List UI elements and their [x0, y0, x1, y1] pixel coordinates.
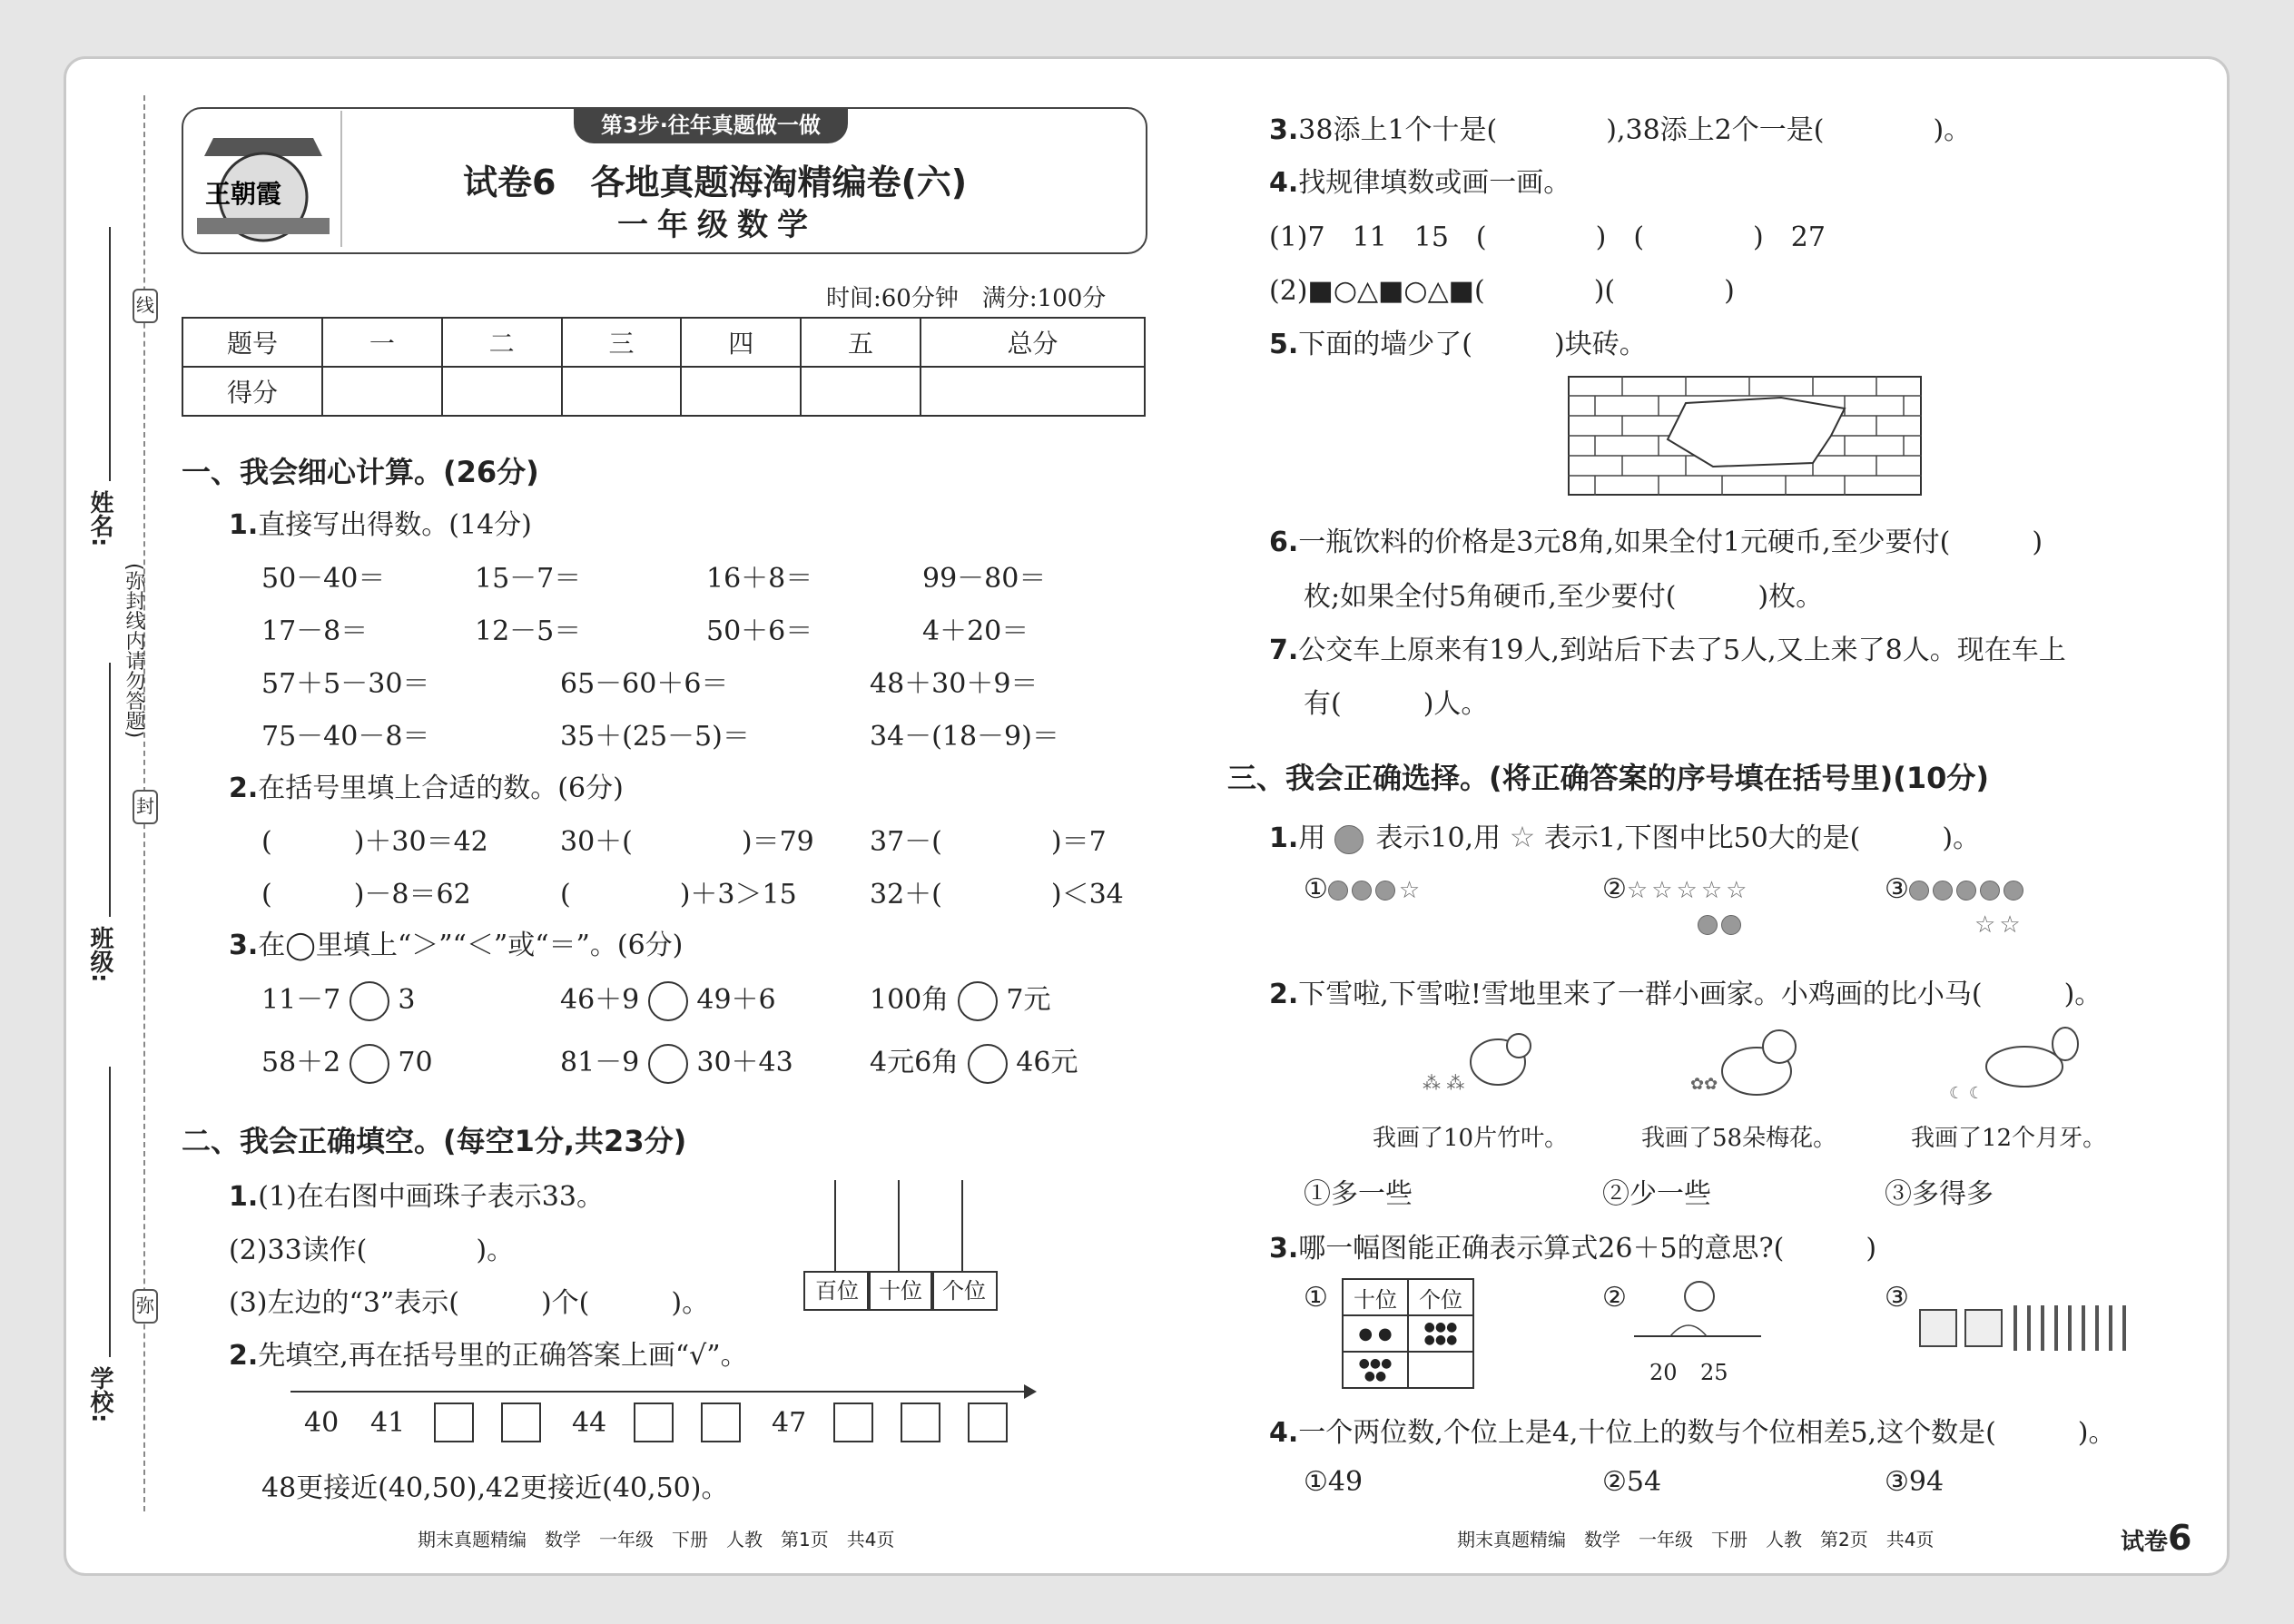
question-number: 2.	[1269, 979, 1299, 1010]
compare-right: 30＋43	[696, 1047, 793, 1078]
question-number: 3.	[229, 930, 259, 961]
badge-number: 6	[2168, 1518, 2192, 1558]
frog-numberline	[1634, 1278, 1761, 1354]
pv-head: 个位	[1408, 1279, 1473, 1315]
abacus-rod	[898, 1180, 900, 1271]
q3-line[interactable]	[1269, 107, 1971, 147]
compare-item	[560, 977, 776, 1021]
pv-head: 十位	[1343, 1279, 1408, 1315]
chick-caption: 我画了10片竹叶。	[1373, 1125, 1569, 1152]
nl-answer-box[interactable]	[634, 1403, 674, 1442]
bead-ten-icon	[1328, 881, 1348, 901]
s2q1-line3[interactable]: (3)左边的“3”表示( )个( )。	[229, 1287, 710, 1319]
dots-6-icon: ●●● ●●●	[1408, 1315, 1473, 1352]
mi-mark: 弥	[133, 1289, 158, 1324]
question-text: 一个两位数,个位上是4,十位上的数与个位相差5,这个数是( )。	[1298, 1417, 2116, 1449]
question-number: 5.	[1269, 329, 1299, 360]
score-col-head: 四	[681, 318, 801, 367]
score-cell[interactable]	[562, 367, 682, 416]
nl-answer-box[interactable]	[434, 1403, 474, 1442]
calc-item: 35＋(25－5)＝	[560, 721, 750, 753]
fill-item[interactable]: ( )＋30＝42	[261, 826, 488, 858]
calc-item: 17－8＝	[261, 615, 369, 647]
feng-mark: 封	[133, 790, 158, 824]
s1q1-line	[229, 502, 532, 542]
sealing-notice: (弥封线内请勿答题)	[123, 563, 145, 739]
q6-line1[interactable]	[1269, 519, 2043, 559]
s3q1-option-3-stars	[1974, 911, 2024, 939]
star-one-icon: ☆	[1651, 877, 1673, 904]
option-label: ②	[1602, 873, 1627, 905]
fill-item[interactable]: 32＋( )＜34	[870, 879, 1124, 910]
section1-title: 一、我会细心计算。(26分)	[182, 455, 539, 489]
nl-answer-box[interactable]	[833, 1403, 873, 1442]
horse-caption: 我画了12个月牙。	[1911, 1125, 2107, 1152]
abacus-label: 百位	[803, 1271, 871, 1311]
nl-label: 40	[304, 1407, 340, 1439]
fill-item[interactable]: 37－( )＝7	[870, 826, 1107, 858]
question-text: 表示10,用	[1375, 822, 1501, 854]
compare-left: 58＋2	[261, 1047, 341, 1078]
s3q2-line[interactable]	[1269, 971, 2102, 1011]
bead-ten-icon	[1334, 825, 1364, 854]
compare-item	[261, 977, 415, 1021]
nl-label: 47	[772, 1407, 807, 1439]
time-info: 时间:60分钟 满分:100分	[826, 285, 1107, 312]
compare-right: 7元	[1006, 984, 1051, 1016]
q7-line2[interactable]: 有( )人。	[1304, 688, 1489, 720]
school-input-line[interactable]	[109, 1067, 111, 1357]
place-value-table	[1342, 1278, 1474, 1389]
nl-answer-box[interactable]	[701, 1403, 741, 1442]
question-number: 4.	[1269, 1417, 1299, 1449]
compare-circle[interactable]	[648, 1044, 688, 1084]
arrow-icon	[1024, 1384, 1037, 1399]
question-number: 7.	[1269, 635, 1299, 666]
compare-circle[interactable]	[968, 1044, 1008, 1084]
calc-item: 4＋20＝	[922, 615, 1029, 647]
abacus-rod	[834, 1180, 836, 1271]
question-text: 哪一幅图能正确表示算式26＋5的意思?( )	[1298, 1233, 1877, 1265]
dog-caption: 我画了58朵梅花。	[1641, 1125, 1837, 1152]
logo-text: 王朝霞	[205, 179, 282, 209]
score-value-row	[182, 367, 1145, 416]
q4-line	[1269, 160, 1570, 200]
question-text: 下面的墙少了( )块砖。	[1298, 329, 1647, 360]
star-one-icon: ☆	[1398, 877, 1421, 904]
compare-left: 81－9	[560, 1047, 640, 1078]
nl-tick-label: 25	[1700, 1360, 1728, 1385]
score-cell[interactable]	[801, 367, 921, 416]
s3q4-option[interactable]: ③94	[1885, 1466, 1944, 1498]
score-col-head: 五	[801, 318, 921, 367]
class-input-line[interactable]	[109, 663, 111, 917]
bead-ten-icon	[1933, 881, 1953, 901]
score-col-head: 三	[562, 318, 682, 367]
s2q2-answer-line[interactable]: 48更接近(40,50),42更接近(40,50)。	[261, 1472, 729, 1504]
svg-text:☾ ☾: ☾ ☾	[1949, 1084, 1984, 1103]
score-header-row	[182, 318, 1145, 367]
dots-2-icon: ● ●	[1343, 1315, 1408, 1352]
nl-tick-label: 20	[1649, 1360, 1678, 1385]
s1q3-line	[229, 922, 683, 962]
question-text: 用	[1298, 822, 1326, 854]
star-one-icon: ☆	[1509, 820, 1536, 854]
s3q1-option-2[interactable]	[1602, 873, 1750, 905]
question-text: 在括号里填上合适的数。(6分)	[258, 773, 624, 804]
calc-item: 50＋6＝	[706, 615, 813, 647]
compare-circle[interactable]	[350, 981, 389, 1021]
step-banner: 第3步·往年真题做一做	[574, 107, 848, 143]
name-label: 姓名:	[86, 490, 113, 547]
compare-circle[interactable]	[350, 1044, 389, 1084]
compare-right: 70	[398, 1047, 433, 1078]
bead-ten-icon	[1375, 881, 1395, 901]
question-text: 公交车上原来有19人,到站后下去了5人,又上来了8人。现在车上	[1298, 635, 2066, 666]
q5-line[interactable]	[1269, 321, 1647, 361]
bead-ten-icon	[1721, 915, 1741, 935]
s3q1-option-3[interactable]	[1885, 873, 2027, 905]
nl-label: 41	[370, 1407, 406, 1439]
option-label: ③	[1885, 873, 1909, 905]
dots-5-icon: ●●● ●●	[1343, 1352, 1408, 1388]
bead-ten-icon	[1980, 881, 2000, 901]
section2-title: 二、我会正确填空。(每空1分,共23分)	[182, 1124, 687, 1158]
sticks-image	[1915, 1296, 2133, 1363]
question-number: 1.	[229, 509, 259, 541]
bead-ten-icon	[1352, 881, 1372, 901]
question-number: 2.	[229, 773, 259, 804]
question-text: (1)在右图中画珠子表示33。	[258, 1181, 604, 1213]
badge-text: 试卷	[2121, 1529, 2169, 1556]
dog-icon	[1689, 1021, 1807, 1107]
fill-item[interactable]: ( )－8＝62	[261, 879, 471, 910]
compare-left: 11－7	[261, 984, 341, 1016]
s2q1-line2[interactable]: (2)33读作( )。	[229, 1235, 515, 1266]
score-row-label: 得分	[182, 367, 322, 416]
section3-title: 三、我会正确选择。(将正确答案的序号填在括号里)(10分)	[1227, 761, 1990, 795]
nl-label: 44	[572, 1407, 607, 1439]
chick-icon	[1421, 1026, 1539, 1103]
fill-item[interactable]: 30＋( )＝79	[560, 826, 814, 858]
horse-image	[1947, 1021, 2083, 1111]
q4-pattern-2[interactable]: (2)■○△■○△■( )( )	[1269, 275, 1735, 307]
svg-text:✿✿: ✿✿	[1690, 1075, 1718, 1094]
q4-pattern-1[interactable]: (1)7 11 15 ( ) ( ) 27	[1269, 221, 1826, 253]
empty-cell	[1408, 1352, 1473, 1388]
compare-left: 46＋9	[560, 984, 640, 1016]
calc-item: 57＋5－30＝	[261, 668, 430, 700]
brick-wall-icon	[1568, 376, 1922, 496]
q6-line2[interactable]: 枚;如果全付5角硬币,至少要付( )枚。	[1304, 581, 1824, 613]
bead-ten-icon	[1956, 881, 1976, 901]
s3q1-line[interactable]	[1269, 815, 1980, 855]
s3q3-option-label[interactable]: ②	[1602, 1282, 1627, 1314]
abacus-label: 个位	[930, 1271, 998, 1311]
footer-left: 期末真题精编 数学 一年级 下册 人教 第1页 共4页	[418, 1529, 895, 1550]
question-number: 4.	[1269, 167, 1299, 199]
sticks-icon	[1915, 1296, 2133, 1360]
score-col-head: 一	[322, 318, 442, 367]
s3q4-option[interactable]: ②54	[1602, 1466, 1662, 1498]
s1q2-line	[229, 765, 624, 805]
score-cell[interactable]	[442, 367, 562, 416]
compare-item	[261, 1039, 433, 1084]
fill-item[interactable]: ( )＋3＞15	[560, 879, 797, 910]
calc-item: 48＋30＋9＝	[870, 668, 1039, 700]
s3q3-line[interactable]	[1269, 1225, 1876, 1265]
calc-item: 15－7＝	[475, 563, 582, 595]
question-number: 1.	[229, 1181, 259, 1213]
star-one-icon: ☆	[1999, 911, 2021, 939]
abacus[interactable]	[803, 1180, 994, 1309]
question-number: 3.	[1269, 1233, 1299, 1265]
score-cell[interactable]	[681, 367, 801, 416]
score-col-head: 总分	[921, 318, 1145, 367]
calc-item: 34－(18－9)＝	[870, 721, 1059, 753]
s3q4-line[interactable]	[1269, 1410, 2115, 1450]
star-one-icon: ☆	[1726, 877, 1748, 904]
compare-right: 49＋6	[696, 984, 776, 1016]
bead-ten-icon	[2004, 881, 2023, 901]
s3q3-option-label[interactable]: ①	[1304, 1282, 1328, 1314]
bead-ten-icon	[1698, 915, 1718, 935]
xian-mark: 线	[133, 289, 158, 323]
dog-image	[1689, 1021, 1807, 1111]
star-one-icon: ☆	[1974, 911, 1996, 939]
question-number: 1.	[1269, 822, 1299, 854]
compare-left: 100角	[870, 984, 950, 1016]
star-one-icon: ☆	[1676, 877, 1698, 904]
compare-right: 46元	[1016, 1047, 1078, 1078]
abacus-rod	[961, 1180, 963, 1271]
question-number: 2.	[229, 1340, 259, 1372]
star-one-icon: ☆	[1626, 877, 1649, 904]
school-label: 学校:	[86, 1366, 113, 1423]
question-text: 表示1,下图中比50大的是( )。	[1543, 822, 1981, 854]
calc-item: 50－40＝	[261, 563, 386, 595]
question-text: 一瓶饮料的价格是3元8角,如果全付1元硬币,至少要付( )	[1298, 527, 2043, 558]
calc-item: 16＋8＝	[706, 563, 813, 595]
s3q2-option[interactable]: ②少一些	[1602, 1178, 1711, 1210]
question-text: 找规律填数或画一画。	[1298, 167, 1571, 199]
s2q2-line	[229, 1333, 748, 1373]
s2q1-line1	[229, 1174, 604, 1214]
calc-item: 12－5＝	[475, 615, 582, 647]
option-label: ①	[1304, 873, 1328, 905]
question-text: 下雪啦,下雪啦!雪地里来了一群小画家。小鸡画的比小马( )。	[1298, 979, 2102, 1010]
calc-item: 99－80＝	[922, 563, 1047, 595]
exam-subtitle: 一年级数学	[617, 207, 817, 243]
s3q3-option-label[interactable]: ③	[1885, 1282, 1909, 1314]
score-cell[interactable]	[921, 367, 1145, 416]
calc-item: 75－40－8＝	[261, 721, 430, 753]
compare-circle[interactable]	[648, 981, 688, 1021]
star-one-icon: ☆	[1700, 877, 1723, 904]
number-line	[290, 1391, 1035, 1393]
compare-item	[560, 1039, 793, 1084]
calc-item: 65－60＋6＝	[560, 668, 729, 700]
score-cell[interactable]	[322, 367, 442, 416]
header-divider	[340, 111, 342, 247]
s3q1-option-2-beads	[1698, 915, 1745, 935]
compare-item	[870, 1039, 1078, 1084]
frog-jump-icon	[1634, 1278, 1761, 1351]
horse-icon	[1947, 1021, 2083, 1107]
exam-title: 试卷6 各地真题海淘精编卷(六)	[463, 162, 968, 202]
footer-right: 期末真题精编 数学 一年级 下册 人教 第2页 共4页	[1457, 1529, 1935, 1550]
s3q4-option[interactable]: ①49	[1304, 1466, 1364, 1498]
score-table	[182, 317, 1146, 417]
s3q1-option-1[interactable]	[1304, 873, 1423, 905]
chick-image	[1421, 1026, 1539, 1107]
name-input-line[interactable]	[109, 227, 111, 481]
score-col-head: 二	[442, 318, 562, 367]
brick-wall-figure	[1568, 376, 1922, 496]
q7-line1	[1269, 627, 2066, 667]
question-number: 3.	[1269, 114, 1299, 146]
bead-ten-icon	[1909, 881, 1929, 901]
compare-right: 3	[398, 984, 416, 1016]
nl-answer-box[interactable]	[968, 1403, 1008, 1442]
nl-answer-box[interactable]	[901, 1403, 940, 1442]
question-text: 在◯里填上“＞”“＜”或“＝”。(6分)	[258, 930, 684, 961]
s3q2-option[interactable]: ①多一些	[1304, 1178, 1413, 1210]
s3q2-option[interactable]: ③多得多	[1885, 1178, 1994, 1210]
svg-text:⁂ ⁂: ⁂ ⁂	[1423, 1072, 1465, 1094]
class-label: 班级:	[86, 926, 113, 983]
question-text: 直接写出得数。(14分)	[258, 509, 532, 541]
question-text: 先填空,再在括号里的正确答案上画“√”。	[258, 1340, 748, 1372]
abacus-label: 十位	[867, 1271, 934, 1311]
page-badge	[2121, 1518, 2191, 1558]
question-number: 6.	[1269, 527, 1299, 558]
score-col-head: 题号	[182, 318, 322, 367]
compare-item	[870, 977, 1050, 1021]
compare-left: 4元6角	[870, 1047, 960, 1078]
compare-circle[interactable]	[958, 981, 998, 1021]
question-text: 38添上1个十是( ),38添上2个一是( )。	[1298, 114, 1972, 146]
nl-answer-box[interactable]	[501, 1403, 541, 1442]
